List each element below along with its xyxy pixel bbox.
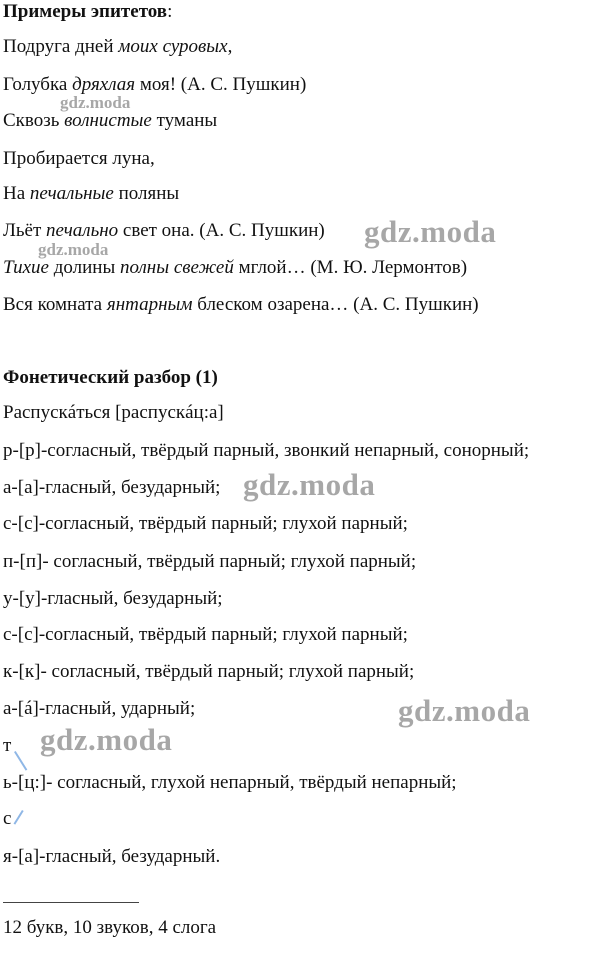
tie-mark-lower [14, 810, 24, 825]
epithet-text: На [3, 183, 30, 204]
epithet-word: дряхлая [72, 74, 136, 95]
epithet-line [3, 110, 217, 132]
epithet-text: долины [48, 257, 120, 278]
phonetic-row: у-[у]-гласный, безударный; [3, 588, 223, 609]
epithet-word: печальные [29, 183, 114, 204]
watermark-logo: gdz.moda [38, 240, 109, 259]
footnote-divider [3, 902, 139, 903]
phonetic-row: с-[с]-согласный, твёрдый парный; глухой парный; [3, 624, 408, 645]
phonetic-row: а-[а]-гласный, безударный; [3, 477, 221, 498]
epithet-text: туманы [151, 110, 218, 131]
phonetic-row: к-[к]- согласный, твёрдый парный; глухой парный; [3, 661, 415, 682]
epithet-text: Сквозь [3, 110, 65, 131]
epithet-line [3, 36, 232, 58]
phonetic-word: Распускáться [распускáц:а] [3, 402, 224, 423]
epithet-text: свет она. (А. С. Пушкин) [118, 220, 325, 241]
phonetic-row: п-[п]- согласный, твёрдый парный; глухой парный; [3, 551, 417, 572]
epithet-text: мглой… (М. Ю. Лермонтов) [233, 257, 468, 278]
epithet-word: печально [46, 220, 119, 241]
epithet-text: блеском озарена… (А. С. Пушкин) [192, 294, 479, 315]
watermark-logo: gdz.moda [364, 214, 497, 249]
epithet-text: Вся комната [3, 294, 107, 315]
epithets-heading-colon: : [167, 1, 173, 22]
phonetic-summary: 12 букв, 10 звуков, 4 слога [3, 917, 217, 938]
phonetic-row: р-[р]-согласный, твёрдый парный, звонкий непарный, сонорный; [3, 440, 530, 461]
epithets-heading [3, 1, 172, 23]
phonetic-row: а-[á]-гласный, ударный; [3, 698, 196, 719]
epithet-text: , [227, 36, 233, 57]
phonetic-row: я-[а]-гласный, безударный. [3, 846, 221, 867]
phonetic-row: с [3, 808, 12, 829]
watermark-logo: gdz.moda [40, 722, 173, 757]
phonetic-heading: Фонетический разбор (1) [3, 367, 218, 388]
epithet-text: поляны [113, 183, 180, 204]
watermark-logo: gdz.moda [60, 93, 131, 112]
watermark-logo: gdz.moda [243, 467, 376, 502]
epithet-line [3, 257, 467, 279]
epithet-word: Тихие [3, 257, 49, 278]
watermark-logo: gdz.moda [398, 693, 531, 728]
epithet-word: волнистые [64, 110, 152, 131]
epithet-text: Голубка [3, 74, 73, 95]
epithets-heading-text: Примеры эпитетов [3, 1, 168, 22]
epithet-word: полны свежей [119, 257, 234, 278]
phonetic-row: т [3, 735, 12, 756]
epithet-text: моя! (А. С. Пушкин) [135, 74, 307, 95]
phonetic-row: с-[с]-согласный, твёрдый парный; глухой парный; [3, 513, 408, 534]
epithet-word: янтарным [106, 294, 193, 315]
tie-mark-upper [14, 751, 27, 771]
epithet-line [3, 220, 325, 242]
epithet-text: Пробирается луна, [3, 148, 155, 169]
epithet-word: моих суровых [118, 36, 228, 57]
epithet-line [3, 74, 306, 96]
epithet-line [3, 148, 155, 170]
epithet-line [3, 183, 179, 205]
epithet-line [3, 294, 479, 316]
epithet-text: Льёт [3, 220, 47, 241]
epithet-text: Подруга дней [3, 36, 119, 57]
phonetic-row: ь-[ц:]- согласный, глухой непарный, твёрдый непарный; [3, 772, 457, 793]
